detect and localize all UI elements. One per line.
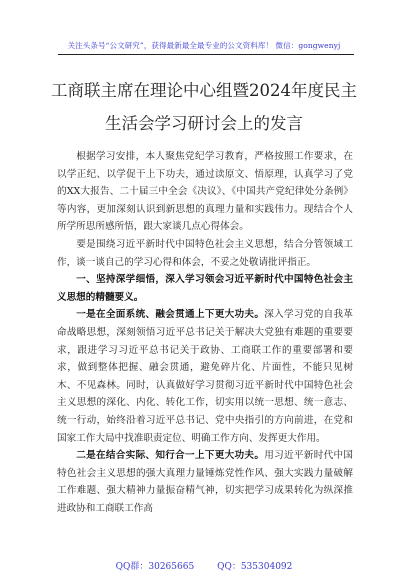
point-1-text: 深入学习党的自我革命战略思想，深刻领悟习近平总书记关于解决大党独有难题的重要要求，跟进学习习近平总书记关于政协、工商联工作的重要部署和要求，做到整体把握、融会贯通，避免碎片化、片面性，不能只见树木、不见森林。同时，认真做好学习贯彻习近平新时代中国特色社会主义思想的深化、内化、转化工作，切实用以统一思想、统一意志、统一行动，始终沿着习近平总书记、党中央指引的方向前进，在党和国家工作大局中找准职责定位、明确工作方向、发挥更大作用。: [57, 309, 354, 444]
section-heading-1: 一、坚持深学细悟，深入学习领会习近平新时代中国特色社会主义思想的精髓要义。: [57, 274, 353, 303]
document-body: [57, 148, 353, 517]
point-2-lead: 二是在结合实际、知行合一上下更大功夫。: [76, 450, 265, 462]
footer-qq-group: QQ群：30265665: [115, 562, 195, 572]
title-line-2: 生活会学习研讨会上的发言: [105, 114, 303, 133]
point-2-text: 用习近平新时代中国特色社会主义思想的强大真理力量锤炼党性作风、强大实践力量破解工作难题、强大精神力量振奋精气神，切实把学习成果转化为纵深推进政协和工商联工作高: [57, 450, 354, 514]
footer-contact: [0, 559, 408, 572]
header-divider: [58, 54, 354, 55]
paragraph-purpose: 要是围绕习近平新时代中国特色社会主义思想，结合分管领域工作，谈一谈自己的学习心得和体会，不妥之处敬请批评指正。: [57, 238, 353, 268]
point-1: [57, 306, 353, 447]
point-2: [57, 447, 353, 517]
document-title: [40, 74, 368, 140]
paragraph-intro: 根据学习安排，本人聚焦党纪学习教育，严格按照工作要求，在以学正纪、以学促干上下功夫，通过读原文、悟原理，认真学习了党的XX大报告、二十届三中全会《决议》、《中国共产党纪律处分条例》等内容，更加深刻认识到新思想的真理力量和实践伟力。现结合个人所学所思所感所悟，跟大家谈几点心得体会。: [57, 151, 353, 233]
footer-qq: QQ：535304092: [217, 562, 293, 572]
point-1-lead: 一是在全面系统、融会贯通上下更大功夫。: [76, 309, 265, 321]
title-line-1: 工商联主席在理论中心组暨2024年度民主: [51, 81, 357, 100]
header-note: 关注头条号“公文研究”，获得最新最全最专业的公文资料库！ 微信：gongwenyj: [67, 41, 341, 50]
